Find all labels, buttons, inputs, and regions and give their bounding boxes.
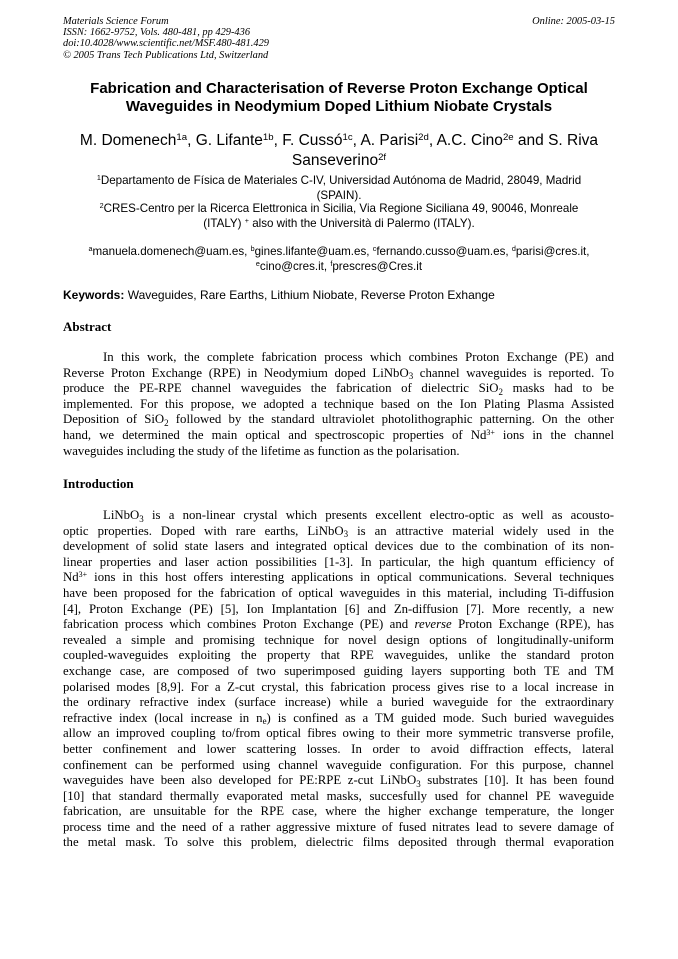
email-link[interactable]: manuela.domenech@uam.es, — [92, 245, 248, 258]
introduction-body — [63, 508, 614, 851]
text-line: optic properties. Doped with rare earths, LiNbO$_3$ is an attractive material widely used in the — [63, 523, 614, 540]
email-mark: b — [250, 244, 255, 254]
email-mark: e — [255, 258, 260, 268]
author-name: and S. Riva — [517, 132, 599, 149]
text-line: implemented. For this propose, we adopted a technique based on the Ion Plating Plasma Assisted — [63, 396, 614, 411]
journal-header — [63, 16, 615, 61]
text-line: coupled-waveguides exploiting the property that RPE waveguides, unlike the standard proton — [63, 648, 614, 663]
author-name: A.C. Cino — [436, 132, 503, 149]
affiliation-text: (SPAIN). — [316, 188, 362, 202]
email-link[interactable]: cino@cres.it, — [259, 259, 328, 273]
text-line: fabrication process which combines Proton Exchange (PE) and reverse Proton Exchange (RPE), has — [63, 617, 614, 632]
affiliation-mark: 1 — [96, 173, 101, 183]
text-line: allow an improved coupling to/from optical fibres owing to their more symmetric transverse profile, — [63, 726, 614, 741]
text-line: better confinement and lower scattering losses. In order to avoid diffraction effects, lateral — [63, 741, 614, 756]
author-mark: 1b — [262, 131, 274, 143]
abstract-heading: Abstract — [63, 319, 112, 334]
email-link[interactable]: parisi@cres.it, — [515, 245, 590, 258]
text-line: have been proposed for the fabrication of optical waveguides in this material, including Ti-diffusion — [63, 585, 614, 600]
text-line: produce the PE-RPE channel waveguides the fabrication of dielectric SiO$_2$ masks had to be — [63, 381, 614, 397]
author-line-2 — [50, 151, 628, 171]
doi-line: doi:10.4028/www.scientific.net/MSF.480-481.429 — [63, 38, 269, 50]
title-line-2: Waveguides in Neodymium Doped Lithium Niobate Crystals — [125, 98, 553, 115]
email-mark: f — [330, 258, 333, 268]
author-name: Sanseverino — [291, 152, 379, 169]
keywords-label: Keywords: — [63, 288, 125, 302]
text-line: development of solid state lasers and integrated optical devices due to the combination of its non- — [63, 539, 614, 554]
affiliation-2 — [60, 202, 618, 231]
text-line: [10] that standard thermally evaporated metal masks, succesfully used for channel PE waveguide — [63, 788, 614, 803]
text-line: LiNbO$_3$ is a non-linear crystal which presents excellent electro-optic as well as acousto- — [103, 508, 614, 524]
affiliation-text: CRES-Centro per la Ricerca Elettronica in Sicilia, Via Regione Siciliana 49, 90046, Monreale — [103, 202, 579, 215]
text-line: confinement can be performed using channel waveguide configuration. For this purpose, channel — [63, 757, 614, 772]
text-line: Deposition of SiO$_2$ followed by the standard ultraviolet photolithographic patterning. On the other — [63, 412, 614, 429]
text-line: exchange case, are composed of two superimposed guiding layers supporting both TE and TM — [63, 663, 614, 678]
email-mark: c — [372, 244, 377, 254]
email-mark: d — [511, 244, 516, 254]
text-line: Reverse Proton Exchange (RPE) in Neodymium doped LiNbO$_3$ channel waveguides is reported. To — [63, 365, 615, 382]
affiliation-1 — [60, 174, 618, 203]
copyright-line: © 2005 Trans Tech Publications Ltd, Switzerland — [63, 49, 269, 61]
author-mark: 1a — [176, 131, 188, 143]
email-link[interactable]: gines.lifante@uam.es, — [254, 245, 370, 258]
keywords — [63, 288, 495, 302]
text-line: hand, we determined the main optical and spectroscopic properties of $Nd^{3+}$ ions in the channel — [63, 427, 614, 442]
text-line: process time and the need of a rather aggressive mixture of fused nitrates lead to severe damage of — [63, 819, 614, 834]
affiliation-mark: + — [244, 215, 249, 225]
affiliation-text: Departamento de Física de Materiales C-IV, Universidad Autónoma de Madrid, 28049, Madrid — [100, 174, 582, 187]
text-line: the ordinary refractive index (surface increase) while a buried waveguide for the extraordinary — [63, 695, 614, 710]
author-name: G. Lifante — [195, 132, 263, 149]
author-name: A. Parisi — [360, 132, 419, 149]
text-line: the metal mask. To solve this problem, dielectric films deposited through thermal evaporation — [63, 835, 614, 850]
keywords-text: Waveguides, Rare Earths, Lithium Niobate, Reverse Proton Exhange — [127, 288, 495, 302]
email-link[interactable]: prescres@Cres.it — [332, 259, 423, 273]
author-mark: 2e — [502, 131, 514, 143]
author-mark: 1c — [342, 131, 353, 143]
email-link[interactable]: fernando.cusso@uam.es, — [376, 245, 509, 258]
author-list — [50, 131, 628, 171]
issn-line: ISSN: 1662-9752, Vols. 480-481, pp 429-436 — [63, 27, 251, 39]
text-line: linear properties and laser action possibilities [1-3]. In particular, the high quantum efficiency of — [63, 554, 614, 569]
online-date: Online: 2005-03-15 — [532, 16, 615, 27]
paper-title — [50, 80, 628, 116]
text-line: polarised modes [8,9]. For a Z-cut crystal, this fabrication process gives rise to a local increase in — [63, 679, 614, 694]
email-mark: a — [88, 244, 93, 254]
author-mark: 2d — [418, 131, 429, 143]
affiliation-text: also with the Università di Palermo (ITALY). — [252, 216, 475, 230]
author-name: F. Cussó — [282, 132, 343, 149]
journal-name: Materials Science Forum — [63, 16, 169, 27]
text-line: waveguides have been also developed for PE:RPE z-cut LiNbO$_3$ substrates [10]. It has been found — [63, 773, 614, 789]
text-line: waveguides including the study of the lifetime as function as the polarisation. — [63, 443, 460, 458]
author-mark: 2f — [378, 151, 387, 163]
text-line: In this work, the complete fabrication process which combines Proton Exchange (PE) and — [103, 350, 614, 364]
text-line: refractive index (local increase in $n_e$) is confined as a TM guided mode. Such buried waveguides — [63, 710, 614, 727]
author-emails — [60, 245, 618, 274]
text-line: revealed a simple and promising technique for novel design options of longitudinally-uniform — [63, 632, 614, 647]
affiliation-text: (ITALY) — [203, 216, 242, 230]
abstract-body — [63, 350, 614, 459]
author-name: M. Domenech — [79, 132, 177, 149]
text-line: [4], Proton Exchange (PE) [5], Ion Implantation [6] and Zn-diffusion [7]. More recently, a new — [63, 601, 614, 616]
text-line: fabrication, are unsuitable for the RPE case, where the higher exchange temperature, the longer — [63, 804, 614, 819]
title-line-1: Fabrication and Characterisation of Reverse Proton Exchange Optical — [90, 80, 588, 97]
author-line-1: M. Domenech$^{1a}$, G. Lifante$^{1b}$, F. Cussó$^{1c}$, A. Parisi$^{2d}$, A.C. Cino$^{2e}$ and S. Riva — [79, 131, 599, 149]
affiliation-mark: 2 — [99, 201, 104, 211]
text-line: $Nd^{3+}$ ions in this host offers interesting applications in optical communications. Several techniques — [63, 570, 614, 585]
introduction-heading: Introduction — [63, 476, 134, 491]
